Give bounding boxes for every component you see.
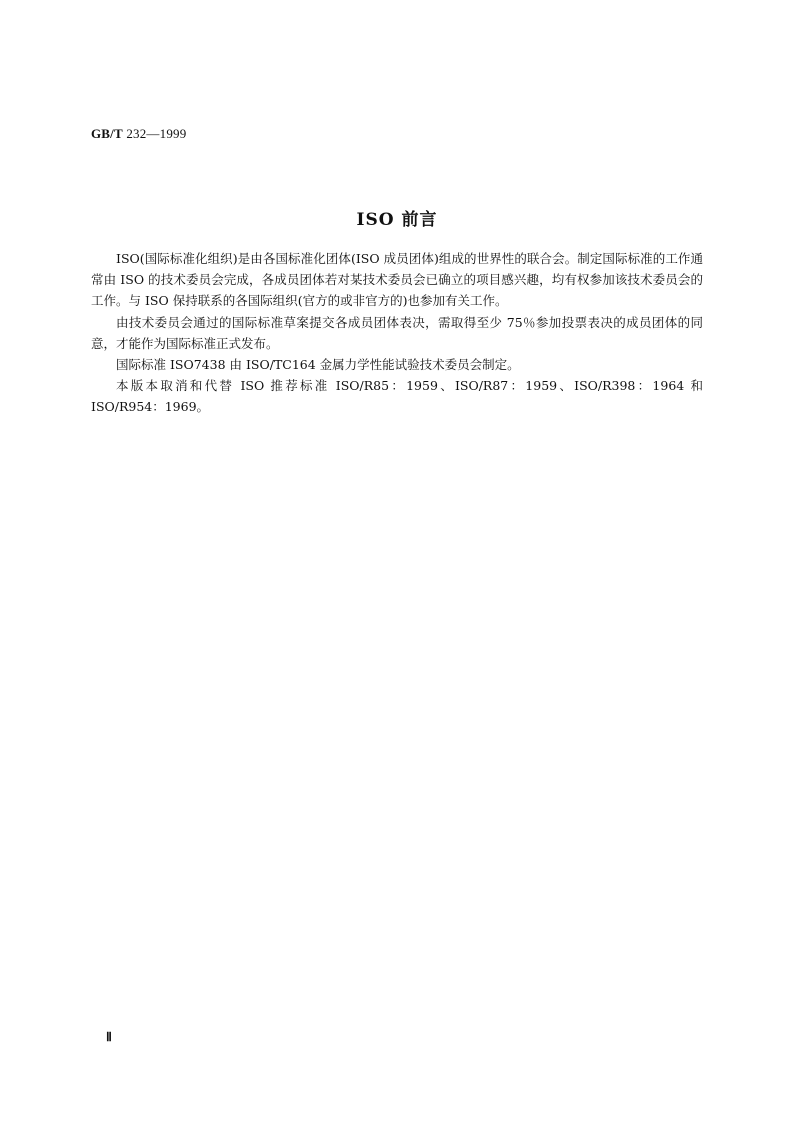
standard-number: 232—1999: [126, 126, 187, 141]
standard-prefix: GB/T: [91, 126, 123, 141]
paragraph-iso7438: 国际标准 ISO7438 由 ISO/TC164 金属力学性能试验技术委员会制定。: [116, 357, 520, 373]
standard-code: [91, 126, 186, 142]
body-text: [91, 248, 703, 418]
page-title: ISO 前言: [356, 210, 438, 230]
paragraph-replacement: 本版本取消和代替 ISO 推荐标准 ISO/R85：1959、ISO/R87：1959、ISO/R398：1964 和 ISO/R954：1969。: [91, 378, 703, 415]
page-number: Ⅱ: [106, 1030, 112, 1044]
paragraph-voting: 由技术委员会通过的国际标准草案提交各成员团体表决，需取得至少 75％参加投票表决的成员团体的同意，才能作为国际标准正式发布。: [91, 314, 703, 351]
paragraph-iso-intro: ISO(国际标准化组织)是由各国标准化团体(ISO 成员团体)组成的世界性的联合会。制定国际标准的工作通常由 ISO 的技术委员会完成，各成员团体若对某技术委员会已确立的项目感兴趣，均有权参加该技术委员会的工作。与 ISO 保持联系的各国际组织(官方的或非官方的)也参加有关工作。: [91, 251, 703, 309]
